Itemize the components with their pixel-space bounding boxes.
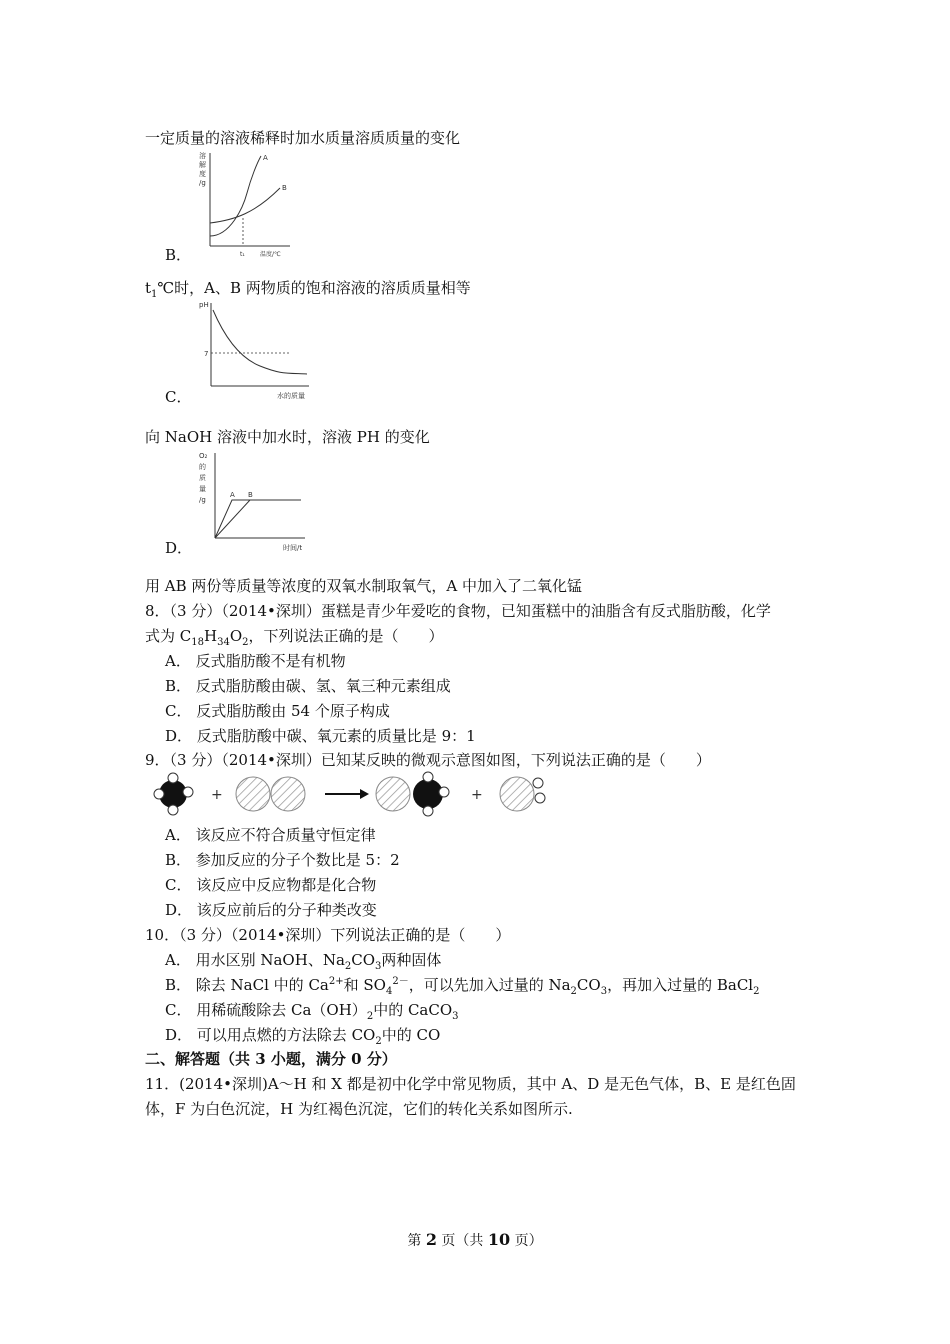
plus-sign-1: +	[211, 787, 223, 803]
question-9-option-d: D． 该反应前后的分子种类改变	[165, 901, 377, 919]
page-number: 2	[425, 1230, 437, 1249]
question-9-option-c: C． 该反应中反应物都是化合物	[165, 876, 377, 894]
graph-b-label-b: B	[282, 184, 287, 192]
question-10-stem: 10．（3 分）（2014•深圳）下列说法正确的是（ ）	[145, 926, 511, 944]
option-a-caption: 一定质量的溶液稀释时加水质量溶质质量的变化	[145, 129, 461, 147]
graph-b-ylabel-4: /g	[199, 179, 206, 187]
question-10-option-a: A． 用水区别 NaOH、$Na_2CO_3$两种固体	[165, 951, 442, 972]
question-9-option-b: B． 参加反应的分子个数比是 5：2	[165, 851, 400, 869]
graph-d-line-a	[215, 500, 301, 538]
question-8-option-d: D． 反式脂肪酸中碳、氧元素的质量比是 9：1	[165, 727, 476, 745]
graph-c-ref-label: 7	[204, 350, 209, 358]
plus-sign-2: +	[471, 787, 483, 803]
option-b-label: B．	[165, 246, 192, 264]
page-footer: 第 2 页（共 10 页）	[407, 1230, 543, 1249]
molecule-1-h-atom-right	[183, 787, 193, 797]
question-9-stem: 9．（3 分）（2014•深圳）已知某反映的微观示意图如图，下列说法正确的是（ ）	[145, 751, 711, 769]
question-10-option-c: C． 用稀硫酸除去 $Ca(OH)_2$中的 CaCO$_3$	[165, 1001, 459, 1022]
molecule-2-atom-right	[271, 777, 305, 811]
graph-b-ylabel-3: 度	[199, 170, 206, 178]
option-d-caption: 用 AB 两份等质量等浓度的双氧水制取氧气，A 中加入了二氧化锰	[145, 577, 582, 595]
product-molecule-1	[376, 772, 449, 816]
reactant-molecule-1	[154, 773, 193, 815]
product-1-hatched-atom	[376, 777, 410, 811]
graph-d-line-b	[215, 500, 250, 538]
molecule-1-h-atom-left	[154, 789, 164, 799]
ph-graph	[195, 298, 315, 404]
solubility-graph	[195, 148, 295, 260]
question-10-option-b: B． 除去 NaCl 中的 $Ca^{2+}$和 $SO_4^{2-}$，可以先加入过量的 $Na_2CO_3$，再加入过量的 BaCl$_2$	[165, 976, 760, 997]
graph-b-ylabel-2: 解	[199, 161, 206, 169]
option-d-label: D．	[165, 539, 193, 557]
reaction-arrow-icon	[325, 789, 369, 799]
graph-b-ylabel-1: 溶	[199, 152, 206, 160]
graph-c-xlabel: 水的质量	[277, 392, 305, 400]
oxygen-graph	[195, 448, 315, 556]
graph-d-ylabel-1: O₂	[199, 452, 208, 460]
question-10-option-d: D． 可以用点燃的方法除去 $CO_2$中的 CO	[165, 1026, 441, 1047]
graph-d-label-b: B	[248, 491, 253, 499]
question-8-stem: 8．（3 分）（2014•深圳）蛋糕是青少年爱吃的食物，已知蛋糕中的油脂含有反式脂肪酸，化学	[145, 602, 771, 620]
product-1-h-atom-right	[439, 787, 449, 797]
graph-d-xlabel: 时间/t	[283, 544, 303, 552]
question-11-line-2: 体，F 为白色沉淀，H 为红褐色沉淀，它们的转化关系如图所示.	[145, 1100, 573, 1118]
product-2-h-atom-top	[533, 778, 543, 788]
product-1-black-atom	[413, 779, 443, 809]
section-heading: 二、解答题（共 3 小题，满分 0 分）	[145, 1050, 397, 1068]
graph-d-ylabel-3: 质	[199, 474, 206, 482]
page-total: 10	[487, 1230, 511, 1249]
product-1-h-atom-bottom	[423, 806, 433, 816]
graph-d-ylabel-2: 的	[199, 463, 206, 471]
question-9-option-a: A． 该反应不符合质量守恒定律	[165, 826, 376, 844]
question-8-stem-formula: 式为 $C_{18}H_{34}O_2$，下列说法正确的是（ ）	[145, 627, 444, 648]
option-b-caption: $t_1℃$时，A、B 两物质的饱和溶液的溶质质量相等	[145, 279, 471, 300]
graph-d-ylabel-4: 量	[199, 485, 206, 493]
molecule-1-h-atom-top	[168, 773, 178, 783]
graph-b-curve-b	[210, 188, 280, 223]
graph-d-ylabel-5: /g	[199, 496, 206, 504]
product-2-hatched-atom	[500, 777, 534, 811]
question-8-option-a: A． 反式脂肪酸不是有机物	[165, 652, 346, 670]
question-8-option-c: C． 反式脂肪酸由 54 个原子构成	[165, 702, 390, 720]
graph-b-xtick: t₁	[240, 251, 245, 258]
product-2-h-atom-bottom	[535, 793, 545, 803]
option-c-caption: 向 NaOH 溶液中加水时，溶液 PH 的变化	[145, 428, 430, 446]
graph-c-curve	[213, 310, 307, 374]
product-molecule-2	[500, 777, 545, 811]
question-8-option-b: B． 反式脂肪酸由碳、氢、氧三种元素组成	[165, 677, 451, 695]
graph-b-xlabel: 温度/℃	[260, 251, 281, 258]
graph-c-ylabel: pH	[199, 301, 209, 309]
option-c-label: C．	[165, 388, 192, 406]
product-1-h-atom-top	[423, 772, 433, 782]
reactant-molecule-2	[236, 777, 305, 811]
molecule-1-h-atom-bottom	[168, 805, 178, 815]
reaction-diagram	[145, 770, 555, 820]
question-11-line-1: 11．(2014•深圳)A～H 和 X 都是初中化学中常见物质，其中 A、D 是无色气体，B、E 是红色固	[145, 1075, 796, 1093]
graph-b-curve-a	[210, 156, 261, 236]
graph-b-label-a: A	[263, 154, 268, 162]
molecule-2-atom-left	[236, 777, 270, 811]
graph-d-label-a: A	[230, 491, 235, 499]
